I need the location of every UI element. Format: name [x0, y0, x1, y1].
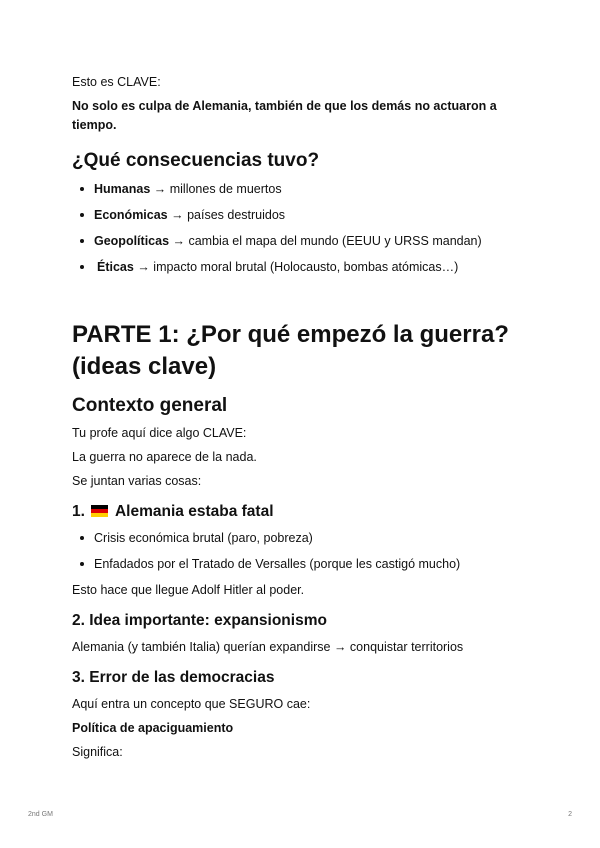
section-heading: 3. Error de las democracias	[72, 669, 275, 686]
section-title: Alemania estaba fatal	[114, 503, 274, 520]
part-title-line1: PARTE 1: ¿Por qué empezó la guerra?	[72, 321, 509, 348]
german-flag-icon	[91, 505, 108, 517]
paragraph: La guerra no aparece de la nada.	[72, 450, 257, 464]
list-item-label: Éticas	[97, 260, 134, 274]
bullet-icon	[80, 562, 84, 566]
list-item-label: Económicas	[94, 208, 168, 222]
paragraph: Tu profe aquí dice algo CLAVE:	[72, 426, 247, 440]
footer-page-number: 2	[568, 811, 572, 818]
part-title	[72, 319, 509, 383]
list-item-label: Humanas	[94, 182, 151, 196]
key-term: Política de apaciguamiento	[72, 721, 234, 735]
list-item-text: → impacto moral brutal (Holocausto, bombas atómicas…)	[133, 260, 459, 274]
bullet-icon	[80, 187, 84, 191]
paragraph: Significa:	[72, 745, 123, 759]
section-number: 1.	[72, 503, 85, 520]
intro-line: Esto es CLAVE:	[72, 75, 161, 89]
list-item-text: → países destruidos	[167, 208, 286, 222]
paragraph: Aquí entra un concepto que SEGURO cae:	[72, 697, 311, 711]
bullet-icon	[80, 265, 84, 269]
list-item-text: → millones de muertos	[150, 182, 282, 196]
bullet-icon	[80, 536, 84, 540]
paragraph: Esto hace que llegue Adolf Hitler al poder.	[72, 583, 305, 597]
list-item-text: Enfadados por el Tratado de Versalles (porque les castigó mucho)	[94, 557, 461, 571]
list-item-label: Geopolíticas	[94, 234, 170, 248]
list-item-text: Crisis económica brutal (paro, pobreza)	[94, 531, 313, 545]
part-title-line2: (ideas clave)	[72, 353, 217, 380]
intro-key-statement: No solo es culpa de Alemania, también de que los demás no actuaron a	[72, 99, 497, 113]
paragraph: Se juntan varias cosas:	[72, 474, 202, 488]
list-item-text: → cambia el mapa del mundo (EEUU y URSS mandan)	[169, 234, 482, 248]
section-heading	[72, 503, 274, 521]
bullet-icon	[80, 213, 84, 217]
paragraph: Alemania (y también Italia) querían expandirse → conquistar territorios	[72, 640, 464, 654]
footer-document-name: 2nd GM	[28, 811, 53, 818]
bullet-icon	[80, 239, 84, 243]
section-heading: 2. Idea importante: expansionismo	[72, 612, 327, 629]
consequences-heading: ¿Qué consecuencias tuvo?	[72, 150, 320, 171]
context-heading: Contexto general	[72, 395, 228, 416]
intro-key-statement-cont: tiempo.	[72, 118, 117, 132]
